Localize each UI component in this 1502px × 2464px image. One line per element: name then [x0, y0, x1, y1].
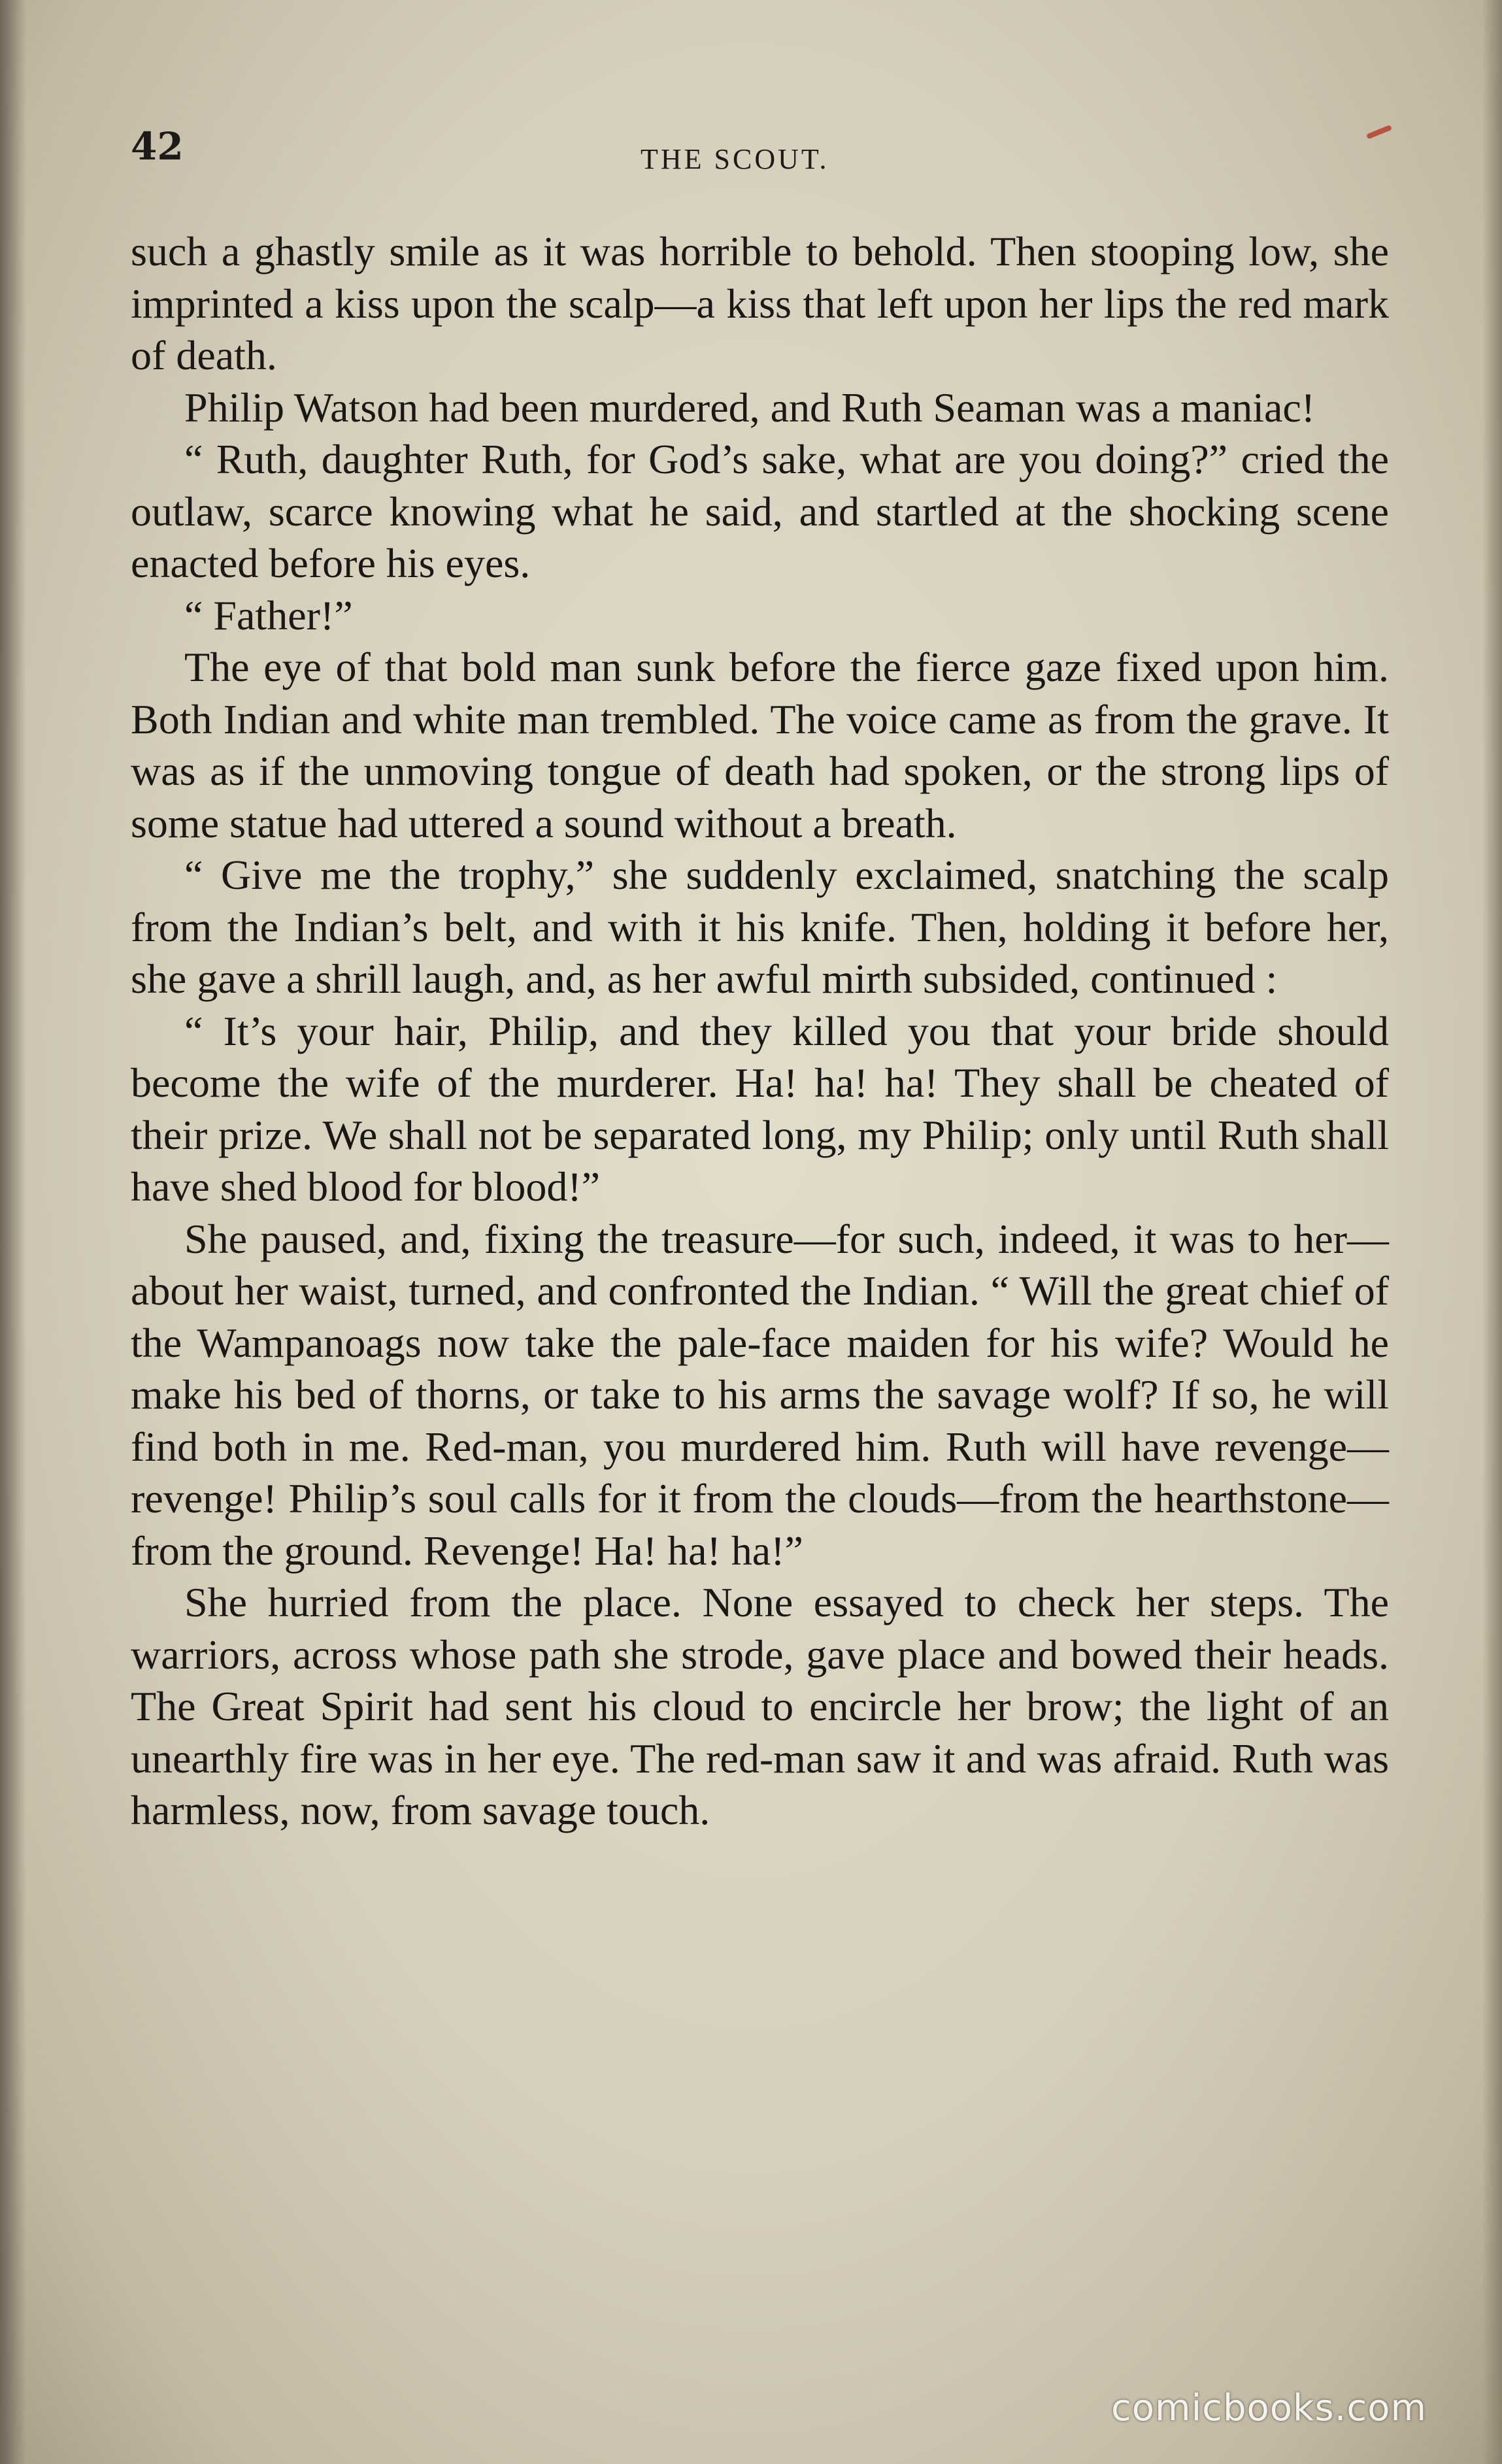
binding-shadow	[0, 0, 26, 2464]
paragraph-5: The eye of that bold man sunk before the fierce gaze fixed upon him. Both Indian and white man trembled. The voice came as from the grave. It was as if the unmoving tongue of death had spoken, or the strong lips of some statue had uttered a sound without a breath.	[131, 644, 1389, 846]
paragraph-9: She hurried from the place. None essayed to check her steps. The warriors, across whose path she strode, gave place and bowed their heads. The Great Spirit had sent his cloud to encircle her brow; the light of an unearthly fire was in her eye. The red-man saw it and was afraid. Ruth was harmless, now, from savage touch.	[131, 1579, 1389, 1833]
paragraph-6: “ Give me the trophy,” she suddenly exclaimed, snatching the scalp from the Indian’s belt, and with it his knife. Then, holding it before her, she gave a shrill laugh, and, as her awful mirth subsided, continued :	[131, 852, 1389, 1002]
paragraph-4: “ Father!”	[184, 591, 353, 639]
paragraph-2: Philip Watson had been murdered, and Ruth Seaman was a maniac!	[184, 384, 1316, 431]
text-body	[131, 225, 1389, 1837]
paragraph-7: “ It’s your hair, Philip, and they killed you that your bride should become the wife of the murderer. Ha! ha! ha! They shall be cheated of their prize. We shall not be separated long, my Philip; only until Ruth shall have shed blood for blood!”	[131, 1007, 1389, 1210]
running-head	[131, 124, 1392, 175]
paragraph-1: such a ghastly smile as it was horrible to behold. Then stooping low, she imprinted a kiss upon the scalp—a kiss that left upon her lips the red mark of death.	[131, 228, 1389, 378]
edge-shadow	[1482, 0, 1502, 2464]
paragraph-8: She paused, and, fixing the treasure—for such, indeed, it was to her—about her waist, turned, and confronted the Indian. “ Will the great chief of the Wampanoags now take the pale-face maiden for his wife? Would he make his bed of thorns, or take to his arms the savage wolf? If so, he will find both in me. Red-man, you murdered him. Ruth will have revenge—revenge! Philip’s soul calls for it from the clouds—from the hearthstone—from the ground. Revenge! Ha! ha! ha!”	[131, 1215, 1389, 1574]
running-title: THE SCOUT.	[641, 143, 829, 175]
page-number: 42	[131, 124, 184, 169]
watermark: comicbooks.com	[1111, 2387, 1427, 2429]
paragraph-3: “ Ruth, daughter Ruth, for God’s sake, what are you doing?” cried the outlaw, scarce knowing what he said, and startled at the shocking scene enacted before his eyes.	[131, 436, 1389, 586]
